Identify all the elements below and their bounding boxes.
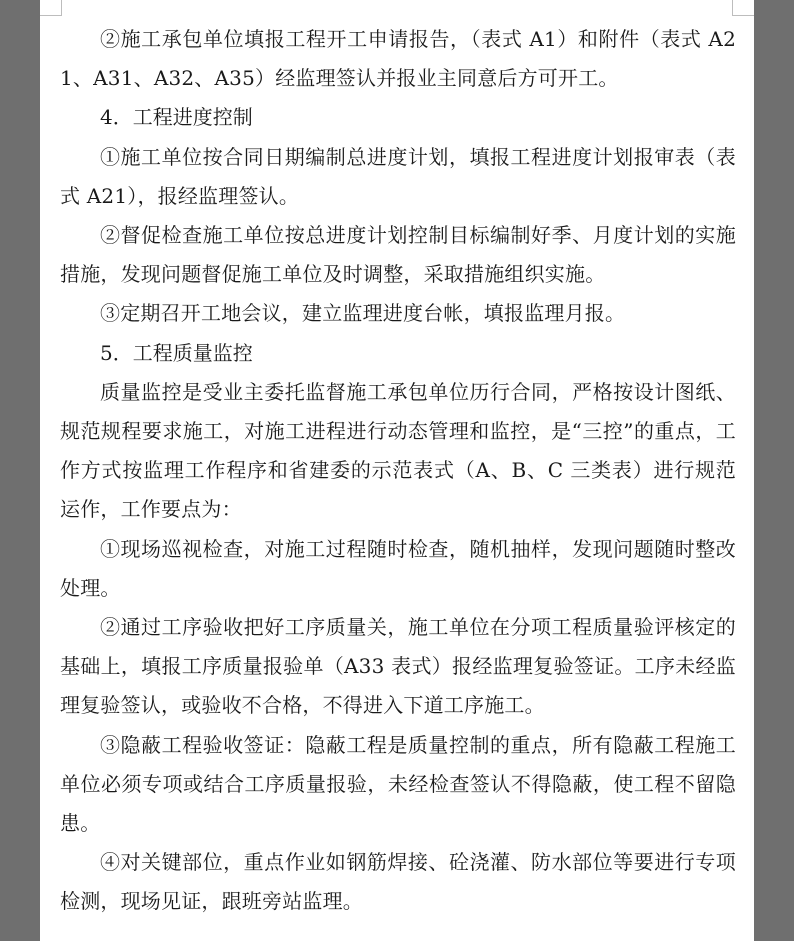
- paragraph-progress-supervision: ②督促检查施工单位按总进度计划控制目标编制好季、月度计划的实施措施，发现问题督促施工单位及时调整，采取措施组织实施。: [60, 223, 736, 287]
- paragraph-site-inspection: ①现场巡视检查，对施工过程随时检查，随机抽样，发现问题随时整改处理。: [60, 536, 736, 600]
- section-heading-progress-control: 4．工程进度控制: [100, 105, 253, 130]
- paragraph-quality-overview: 质量监控是受业主委托监督施工承包单位历行合同，严格按设计图纸、规范规程要求施工，对施工进程进行动态管理和监控，是“三控”的重点，工作方式按监理工作程序和省建委的示范表式（A、B、C 三类表）进行规范运作，工作要点为：: [60, 379, 736, 522]
- document-page: [40, 0, 754, 941]
- paragraph-process-acceptance: ②通过工序验收把好工序质量关，施工单位在分项工程质量验评核定的基础上，填报工序质量报验单（A33 表式）报经监理复验签证。工序未经监理复验签认，或验收不合格，不得进入下道工序施工。: [60, 615, 736, 718]
- paragraph-start-application: ②施工承包单位填报工程开工申请报告，（表式 A1）和附件（表式 A21、A31、A32、A35）经监理签认并报业主同意后方可开工。: [60, 27, 736, 91]
- paragraph-site-meeting: ③定期召开工地会议，建立监理进度台帐，填报监理月报。: [100, 301, 626, 326]
- page-corner-mark-left: [40, 0, 62, 16]
- document-body[interactable]: [60, 20, 736, 922]
- paragraph-key-parts: ④对关键部位，重点作业如钢筋焊接、砼浇灌、防水部位等要进行专项检测，现场见证，跟班旁站监理。: [60, 850, 736, 914]
- section-heading-quality-control: 5．工程质量监控: [100, 340, 253, 365]
- page-corner-mark-right: [732, 0, 754, 16]
- paragraph-concealed-works: ③隐蔽工程验收签证：隐蔽工程是质量控制的重点，所有隐蔽工程施工单位必须专项或结合工序质量报验，未经检查签认不得隐蔽，使工程不留隐患。: [60, 732, 736, 836]
- paragraph-progress-plan: ①施工单位按合同日期编制总进度计划，填报工程进度计划报审表（表式 A21），报经监理签认。: [60, 144, 736, 208]
